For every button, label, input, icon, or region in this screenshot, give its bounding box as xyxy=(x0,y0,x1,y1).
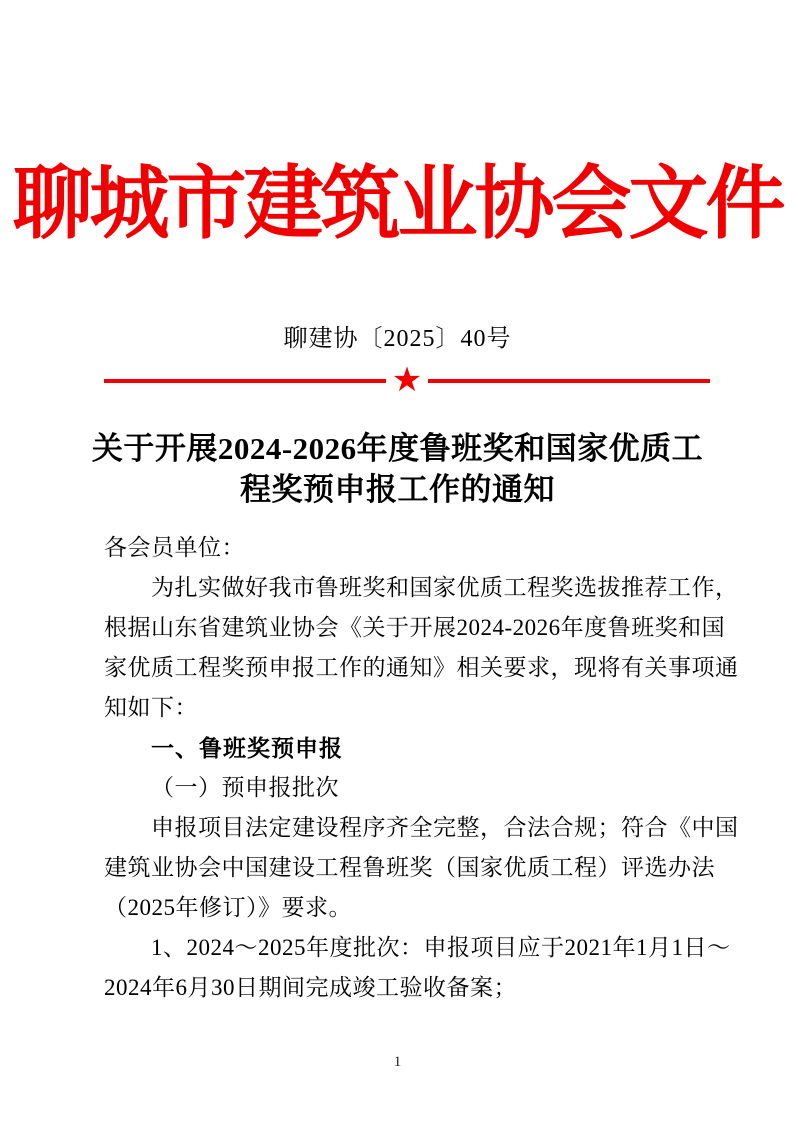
document-body xyxy=(104,528,739,1008)
red-divider-left-segment xyxy=(104,379,386,383)
document-title-line-2: 程奖预申报工作的通知 xyxy=(240,472,555,507)
body-line: 家优质工程奖预申报工作的通知》相关要求，现将有关事项通 xyxy=(104,655,739,680)
agency-header-title: 聊城市建筑业协会文件 xyxy=(12,161,783,249)
body-line: （一）预申报批次 xyxy=(151,775,339,800)
document-title xyxy=(0,428,795,510)
star-icon: ★ xyxy=(391,362,423,399)
body-line: （2025年修订）》要求。 xyxy=(104,895,352,920)
red-divider-right-segment xyxy=(428,379,710,383)
body-line: 为扎实做好我市鲁班奖和国家优质工程奖选拔推荐工作， xyxy=(151,575,739,600)
body-line: 各会员单位： xyxy=(104,535,245,560)
body-line: 知如下： xyxy=(104,695,198,720)
body-line: 一、鲁班奖预申报 xyxy=(151,735,343,761)
body-line: 根据山东省建筑业协会《关于开展2024-2026年度鲁班奖和国 xyxy=(104,615,726,640)
page-number: 1 xyxy=(393,1054,402,1070)
body-line: 1、2024～2025年度批次：申报项目应于2021年1月1日～ xyxy=(151,935,731,960)
body-line: 2024年6月30日期间完成竣工验收备案； xyxy=(104,975,517,1000)
red-divider-rule xyxy=(104,362,710,399)
document-title-line-1: 关于开展2024-2026年度鲁班奖和国家优质工 xyxy=(91,431,704,466)
body-line: 建筑业协会中国建设工程鲁班奖（国家优质工程）评选办法 xyxy=(104,855,715,880)
document-number: 聊建协〔2025〕40号 xyxy=(283,326,512,352)
body-line: 申报项目法定建设程序齐全完整，合法合规；符合《中国 xyxy=(151,815,739,840)
